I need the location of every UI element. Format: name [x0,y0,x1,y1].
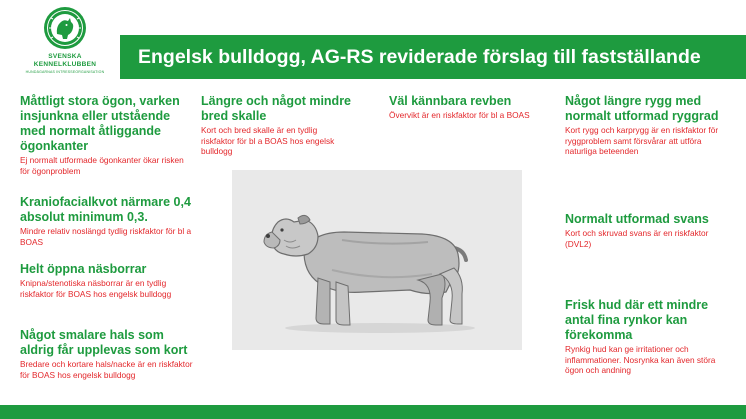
feature-heading: Normalt utformad svans [565,212,709,226]
feature-description: Kort och skruvad svans är en riskfaktor (DVL2) [565,228,709,249]
feature-description: Bredare och kortare hals/nacke är en riskfaktor för BOAS hos engelsk bulldogg [20,359,193,380]
feature-description: Ej normalt utformade ögonkanter ökar risken för ögonproblem [20,155,184,176]
feature-block-eyes [20,94,190,176]
feature-block-tail [565,212,715,249]
feature-description: Mindre relativ noslängd tydlig riskfaktor för bl a BOAS [20,226,192,247]
logo-tagline: HUNDÄGARNAS INTRESSEORGANISATION [25,70,105,74]
feature-block-skull [201,94,351,157]
page-title: Engelsk bulldogg, AG-RS reviderade förslag till fastställande [138,46,701,68]
feature-heading: Väl kännbara revben [389,94,512,108]
feature-heading: Något längre rygg med normalt utformad ryggrad [565,94,719,123]
feature-block-nostrils [20,262,180,299]
feature-heading: Längre och något mindre bred skalle [201,94,352,123]
feature-block-craniofacial [20,195,195,247]
feature-heading: Något smalare hals som aldrig får upplevas som kort [20,328,188,357]
feature-description: Kort och bred skalle är en tydlig riskfaktor för bl a BOAS hos engelsk bulldogg [201,125,335,156]
feature-description: Kort rygg och karprygg är en riskfaktor för ryggproblem samt försvårar att utföra naturliga beteenden [565,125,719,156]
feature-block-skin [565,298,730,376]
kennel-club-logo [20,6,110,86]
bulldog-illustration [232,170,522,350]
feature-description: Rynkig hud kan ge irritationer och inflammationer. Nosrynka kan även störa ögon och andning [565,344,716,375]
logo-emblem-icon [43,6,87,50]
feature-description: Knipna/stenotiska näsborrar är en tydlig riskfaktor för BOAS hos engelsk bulldogg [20,278,172,299]
feature-heading: Helt öppna näsborrar [20,262,147,276]
feature-heading: Måttligt stora ögon, varken insjunkna eller utstående med normalt åtliggande ögonkanter [20,94,180,153]
dog-illustration-panel [232,170,522,350]
header-band [120,35,746,79]
logo-text-line1: SVENSKA [48,53,82,60]
feature-block-ribs [389,94,539,121]
feature-heading: Kraniofacialkvot närmare 0,4 absolut minimum 0,3. [20,195,191,224]
feature-block-neck [20,328,195,380]
feature-block-back [565,94,730,157]
footer-band [0,405,746,419]
logo-text-line2: KENNELKLUBBEN [33,61,97,68]
feature-description: Övervikt är en riskfaktor för bl a BOAS [389,110,530,120]
feature-heading: Frisk hud där ett mindre antal fina rynkor kan förekomma [565,298,709,342]
